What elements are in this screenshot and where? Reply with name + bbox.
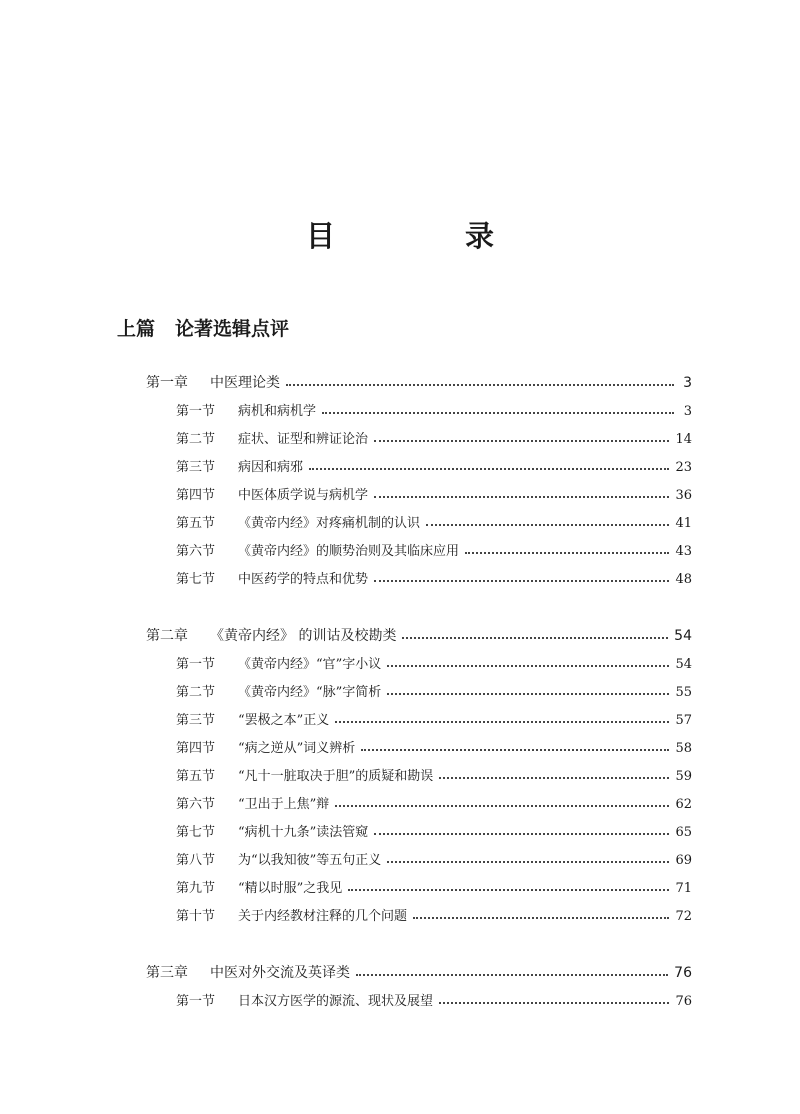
toc-section[interactable] xyxy=(176,484,692,508)
dot-leader xyxy=(374,496,669,498)
toc-chapter-3[interactable] xyxy=(146,962,692,986)
section-title: 病机和病机学 xyxy=(238,404,317,419)
toc-chapter-2[interactable] xyxy=(146,625,692,649)
section-number: 第九节 xyxy=(176,881,216,896)
section-number: 第一节 xyxy=(176,404,216,419)
section-number: 第十节 xyxy=(176,909,216,924)
toc-section[interactable] xyxy=(176,653,692,677)
part-label: 上篇 xyxy=(117,318,156,340)
section-title: “卫出于上焦”辩 xyxy=(238,797,330,812)
page-number: 54 xyxy=(675,657,692,672)
section-title: “精以时服”之我见 xyxy=(238,881,343,896)
page-number: 58 xyxy=(675,741,692,756)
section-title: “凡十一脏取决于胆”的质疑和勘误 xyxy=(238,769,434,784)
section-title: 关于内经教材注释的几个问题 xyxy=(238,909,408,924)
section-title: 中医药学的特点和优势 xyxy=(238,572,369,587)
section-number: 第四节 xyxy=(176,488,216,503)
section-number: 第一节 xyxy=(176,657,216,672)
dot-leader xyxy=(348,889,669,891)
dot-leader xyxy=(374,580,669,582)
section-title: “罢极之本”正义 xyxy=(238,713,330,728)
dot-leader xyxy=(309,468,669,470)
chapter-title: 中医对外交流及英译类 xyxy=(210,965,350,981)
dot-leader xyxy=(439,1002,669,1004)
dot-leader xyxy=(387,861,669,863)
toc-section[interactable] xyxy=(176,849,692,873)
dot-leader xyxy=(335,721,669,723)
page-number: 36 xyxy=(675,488,692,503)
dot-leader xyxy=(465,552,669,554)
dot-leader xyxy=(439,777,669,779)
section-number: 第六节 xyxy=(176,797,216,812)
page-number: 43 xyxy=(675,544,692,559)
section-title: 为“以我知彼”等五句正义 xyxy=(238,853,382,868)
toc-section[interactable] xyxy=(176,877,692,901)
dot-leader xyxy=(426,524,669,526)
page-number: 65 xyxy=(675,825,692,840)
toc-section[interactable] xyxy=(176,709,692,733)
section-number: 第八节 xyxy=(176,853,216,868)
chapter-number: 第二章 xyxy=(146,628,188,644)
page-number: 59 xyxy=(675,769,692,784)
section-number: 第七节 xyxy=(176,572,216,587)
page-number: 76 xyxy=(675,994,692,1009)
page-number: 54 xyxy=(674,628,692,644)
section-title: 《黄帝内经》“官”字小议 xyxy=(238,657,382,672)
chapter-number: 第一章 xyxy=(146,375,188,391)
dot-leader xyxy=(361,749,669,751)
section-title: 病因和病邪 xyxy=(238,460,304,475)
toc-section[interactable] xyxy=(176,681,692,705)
page-number: 71 xyxy=(675,881,692,896)
page-number: 41 xyxy=(675,516,692,531)
toc-section[interactable] xyxy=(176,568,692,592)
toc-section[interactable] xyxy=(176,765,692,789)
section-title: “病之逆从”词义辨析 xyxy=(238,741,356,756)
toc-section[interactable] xyxy=(176,512,692,536)
toc-section[interactable] xyxy=(176,905,692,929)
page-number: 57 xyxy=(675,713,692,728)
section-number: 第六节 xyxy=(176,544,216,559)
section-number: 第五节 xyxy=(176,769,216,784)
toc-section[interactable] xyxy=(176,428,692,452)
dot-leader xyxy=(374,833,669,835)
page-number: 72 xyxy=(675,909,692,924)
page-number: 55 xyxy=(675,685,692,700)
section-number: 第二节 xyxy=(176,685,216,700)
section-title: 《黄帝内经》对疼痛机制的认识 xyxy=(238,516,421,531)
chapter-title: 《黄帝内经》 的训诂及校勘类 xyxy=(210,628,397,644)
page-number: 62 xyxy=(675,797,692,812)
chapter-number: 第三章 xyxy=(146,965,188,981)
part-heading xyxy=(117,314,289,341)
page-number: 76 xyxy=(674,965,692,981)
section-number: 第三节 xyxy=(176,460,216,475)
dot-leader xyxy=(374,440,669,442)
toc-section[interactable] xyxy=(176,400,692,424)
dot-leader xyxy=(335,805,669,807)
toc-section[interactable] xyxy=(176,540,692,564)
section-number: 第三节 xyxy=(176,713,216,728)
page-title: 目 录 xyxy=(305,219,555,253)
section-number: 第一节 xyxy=(176,994,216,1009)
section-number: 第四节 xyxy=(176,741,216,756)
toc-section[interactable] xyxy=(176,793,692,817)
chapter-title: 中医理论类 xyxy=(210,375,280,391)
page-number: 23 xyxy=(675,460,692,475)
part-title: 论著选辑点评 xyxy=(175,318,290,340)
dot-leader xyxy=(322,412,674,414)
toc-section[interactable] xyxy=(176,990,692,1014)
page-number: 48 xyxy=(675,572,692,587)
section-title: 中医体质学说与病机学 xyxy=(238,488,369,503)
section-title: 《黄帝内经》的顺势治则及其临床应用 xyxy=(238,544,460,559)
page-number: 3 xyxy=(683,375,692,391)
section-title: “病机十九条”读法管窥 xyxy=(238,825,369,840)
dot-leader xyxy=(387,665,669,667)
section-title: 日本汉方医学的源流、现状及展望 xyxy=(238,994,434,1009)
section-number: 第七节 xyxy=(176,825,216,840)
dot-leader xyxy=(356,974,668,976)
toc-section[interactable] xyxy=(176,456,692,480)
toc-chapter-1[interactable] xyxy=(146,372,692,396)
section-title: 《黄帝内经》“脉”字简析 xyxy=(238,685,382,700)
section-title: 症状、证型和辨证论治 xyxy=(238,432,369,447)
section-number: 第五节 xyxy=(176,516,216,531)
toc-section[interactable] xyxy=(176,821,692,845)
dot-leader xyxy=(413,917,669,919)
section-number: 第二节 xyxy=(176,432,216,447)
page-number: 3 xyxy=(683,404,692,419)
dot-leader xyxy=(387,693,669,695)
dot-leader xyxy=(286,384,674,386)
page-number: 14 xyxy=(675,432,692,447)
dot-leader xyxy=(402,637,668,639)
toc-section[interactable] xyxy=(176,737,692,761)
page-number: 69 xyxy=(675,853,692,868)
